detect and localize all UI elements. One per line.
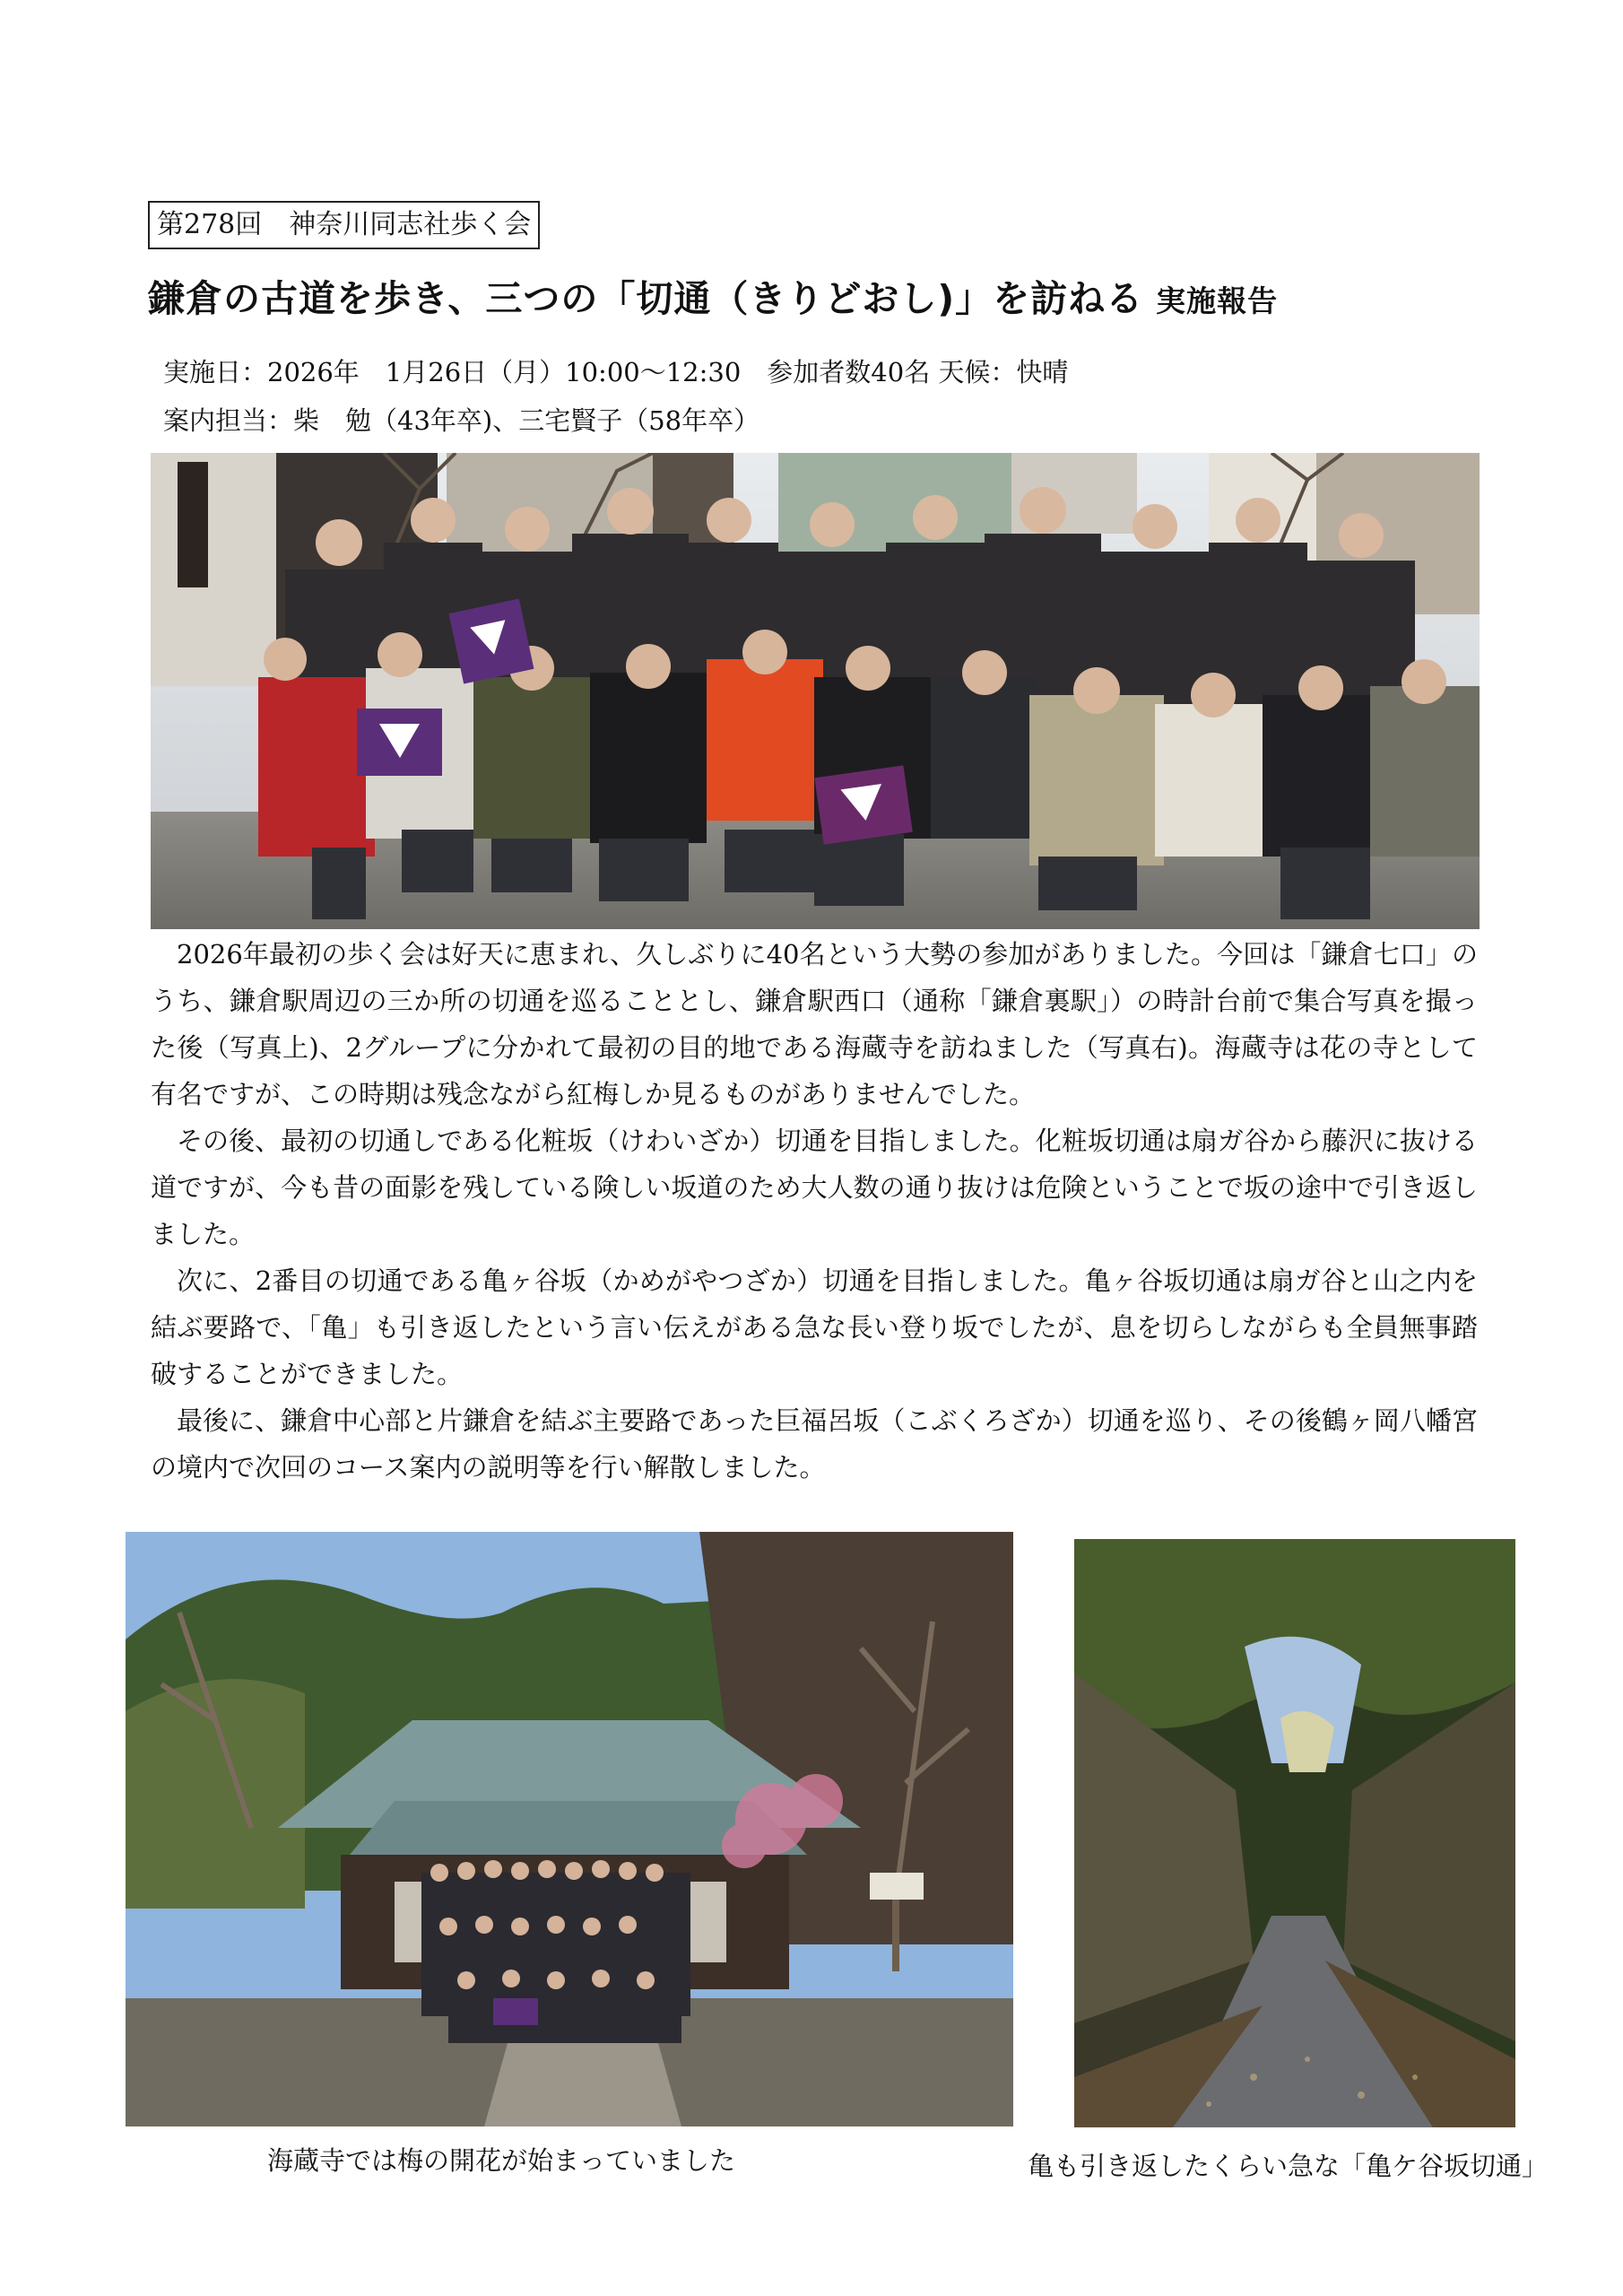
- body-paragraph-4: 最後に、鎌倉中心部と片鎌倉を結ぶ主要路であった巨福呂坂（こぶくろざか）切通を巡り、その後鶴ヶ岡八幡宮の境内で次回のコース案内の説明等を行い解散しました。: [151, 1405, 1478, 1483]
- title-suffix: 実施報告: [1156, 283, 1279, 318]
- page-title: [148, 269, 1278, 322]
- temple-photo-caption: 海蔵寺では梅の開花が始まっていました: [267, 2145, 736, 2176]
- kirodoshi-path-photo: [1074, 1539, 1515, 2127]
- body-paragraph-2: その後、最初の切通しである化粧坂（けわいざか）切通を目指しました。化粧坂切通は扇ガ谷から藤沢に抜ける道ですが、今も昔の面影を残している険しい坂道のため大人数の通り抜けは危険ということで坂の途中で引き返しました。: [151, 1126, 1478, 1249]
- title-main: 鎌倉の古道を歩き、三つの「切通（きりどおし)」を訪ねる: [148, 277, 1144, 320]
- group-photo: [151, 453, 1480, 929]
- guide-line: 案内担当：柴 勉（43年卒)、三宅賢子（58年卒）: [163, 405, 760, 436]
- temple-photo: [126, 1532, 1013, 2126]
- series-label: 第278回 神奈川同志社歩く会: [148, 201, 540, 249]
- body-paragraph-1: 2026年最初の歩く会は好天に恵まれ、久しぶりに40名という大勢の参加がありました。今回は「鎌倉七口」のうち、鎌倉駅周辺の三か所の切通を巡ることとし、鎌倉駅西口（通称「鎌倉裏駅」）の時計台前で集合写真を撮った後（写真上)、2グループに分かれて最初の目的地である海蔵寺を訪ねました（写真右)。海蔵寺は花の寺として有名ですが、この時期は残念ながら紅梅しか見るものがありませんでした。: [151, 939, 1478, 1109]
- body-paragraph-3: 次に、2番目の切通である亀ヶ谷坂（かめがやつざか）切通を目指しました。亀ヶ谷坂切通は扇ガ谷と山之内を結ぶ要路で、「亀」も引き返したという言い伝えがある急な長い登り坂でしたが、息を切らしながらも全員無事踏破することができました。: [151, 1265, 1478, 1389]
- report-body: [151, 931, 1478, 1491]
- path-photo-caption: 亀も引き返したくらい急な「亀ケ谷坂切通」: [1028, 2151, 1549, 2181]
- event-date-line: 実施日：2026年 1月26日（月）10:00～12:30 参加者数40名 天候：快晴: [163, 357, 1069, 387]
